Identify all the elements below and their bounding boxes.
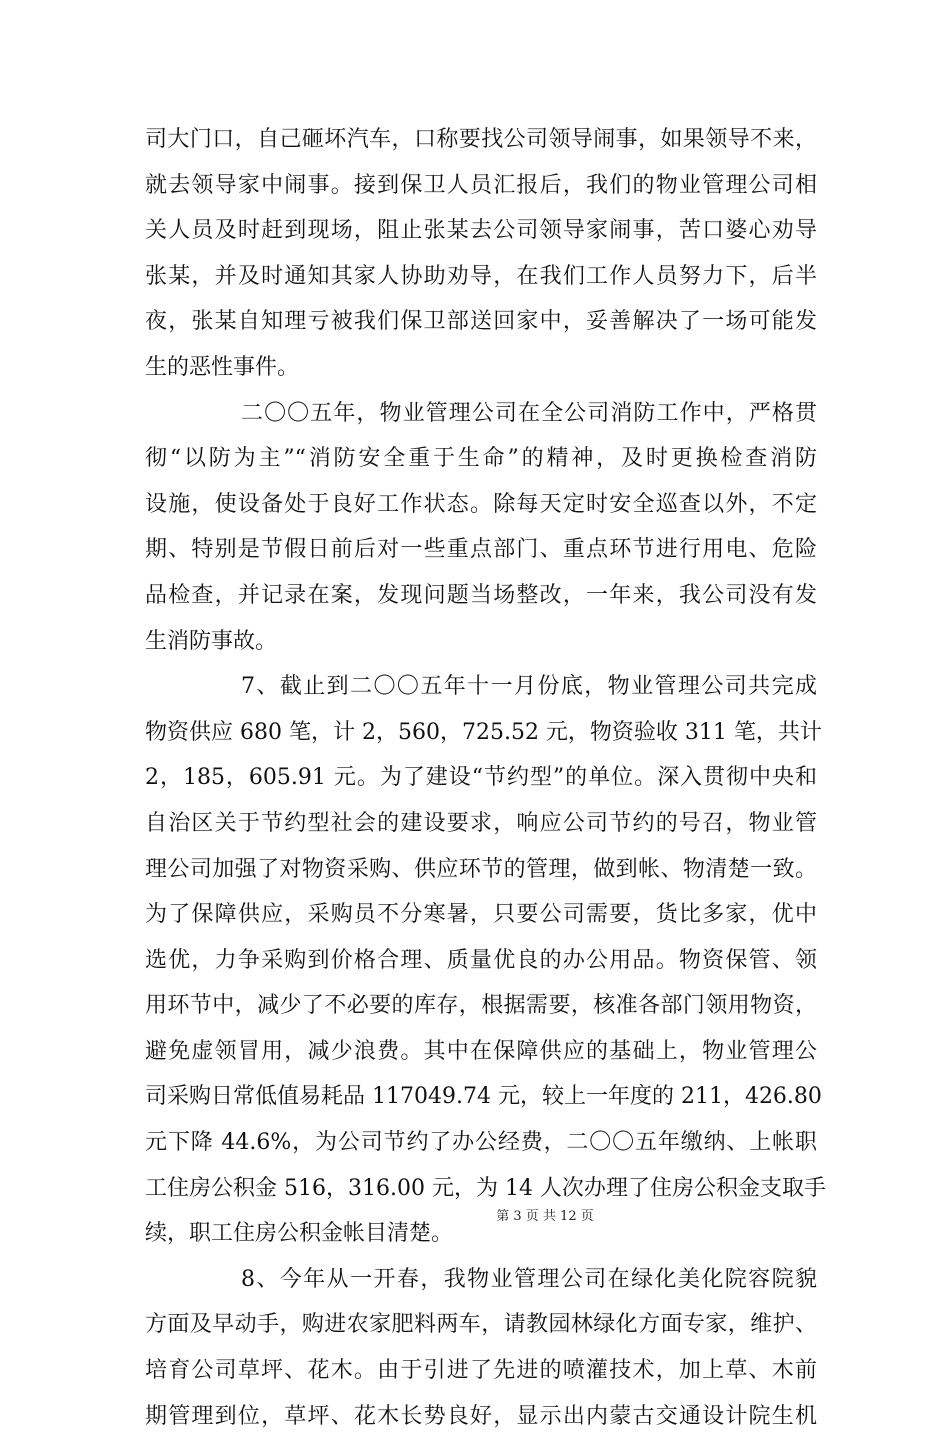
text-line: 张某，并及时通知其家人协助劝导，在我们工作人员努力下，后半	[145, 263, 817, 289]
document-body	[145, 117, 826, 1439]
text-line: 选优，力争采购到价格合理、质量优良的办公用品。物资保管、领	[145, 947, 817, 973]
page-number: 第 3 页 共 12 页	[496, 1209, 594, 1224]
text-line: 物资供应 680 笔，计 2，560，725.52 元，物资验收 311 笔，共计	[145, 719, 822, 745]
text-line: 培育公司草坪、花木。由于引进了先进的喷灌技术，加上草、木前	[145, 1358, 817, 1384]
text-line: 为了保障供应，采购员不分寒暑，只要公司需要，货比多家，优中	[145, 902, 817, 928]
text-line: 工住房公积金 516，316.00 元，为 14 人次办理了住房公积金支取手	[145, 1175, 826, 1201]
text-line: 元下降 44.6%，为公司节约了办公经费，二〇〇五年缴纳、上帐职	[145, 1130, 817, 1156]
text-line: 避免虚领冒用，减少浪费。其中在保障供应的基础上，物业管理公	[145, 1038, 817, 1064]
paragraph	[145, 664, 826, 1257]
text-line: 夜，张某自知理亏被我们保卫部送回家中，妥善解决了一场可能发	[145, 309, 817, 335]
paragraph	[145, 391, 817, 665]
text-line: 品检查，并记录在案，发现问题当场整改，一年来，我公司没有发	[145, 582, 817, 608]
text-line: 自治区关于节约型社会的建设要求，响应公司节约的号召，物业管	[145, 810, 817, 836]
text-line: 司采购日常低值易耗品 117049.74 元，较上一年度的 211，426.80	[145, 1084, 822, 1110]
text-line: 理公司加强了对物资采购、供应环节的管理，做到帐、物清楚一致。	[145, 856, 817, 882]
text-line: 生的恶性事件。	[145, 354, 300, 380]
text-line: 设施，使设备处于良好工作状态。除每天定时安全巡查以外，不定	[145, 491, 817, 517]
text-line: 用环节中，减少了不必要的库存，根据需要，核准各部门领用物资，	[145, 993, 817, 1019]
text-line: 二〇〇五年，物业管理公司在全公司消防工作中，严格贯	[241, 400, 817, 426]
text-line: 7、截止到二〇〇五年十一月份底，物业管理公司共完成	[241, 674, 817, 700]
text-line: 2，185，605.91 元。为了建设“节约型”的单位。深入贯彻中央和	[145, 765, 817, 791]
paragraph	[145, 1257, 817, 1439]
text-line: 彻“以防为主”“消防安全重于生命”的精神，及时更换检查消防	[145, 446, 817, 472]
text-line: 关人员及时赶到现场，阻止张某去公司领导家闹事，苦口婆心劝导	[145, 218, 817, 244]
text-line: 期管理到位，草坪、花木长势良好，显示出内蒙古交通设计院生机	[145, 1403, 817, 1429]
text-line: 就去领导家中闹事。接到保卫人员汇报后，我们的物业管理公司相	[145, 172, 817, 198]
text-line: 续，职工住房公积金帐目清楚。	[145, 1221, 454, 1247]
paragraph	[145, 117, 817, 391]
text-line: 司大门口，自己砸坏汽车，口称要找公司领导闹事，如果领导不来，	[145, 127, 817, 152]
text-line: 方面及早动手，购进农家肥料两车，请教园林绿化方面专家，维护、	[145, 1312, 817, 1338]
text-line: 生消防事故。	[145, 628, 278, 654]
text-line: 8、今年从一开春，我物业管理公司在绿化美化院容院貌	[241, 1266, 817, 1292]
text-line: 期、特别是节假日前后对一些重点部门、重点环节进行用电、危险	[145, 537, 817, 563]
